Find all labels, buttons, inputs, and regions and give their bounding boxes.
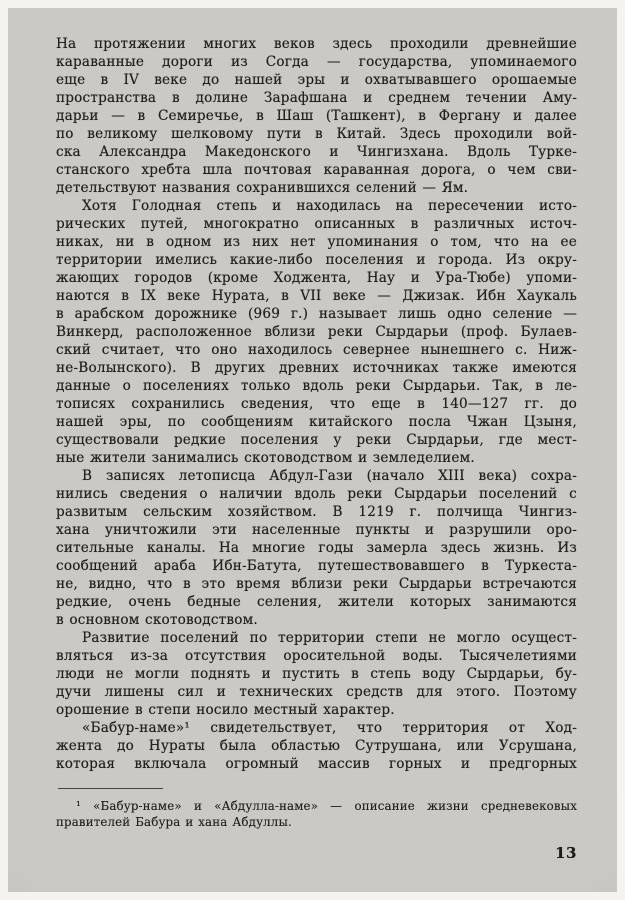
page-number: 13 bbox=[555, 844, 577, 862]
footnote-line: правителей Бабура и хана Абдуллы. bbox=[56, 815, 292, 829]
page-content bbox=[8, 8, 617, 862]
text-line: территории имелись какие-либо поселения и города. Из окру- bbox=[56, 252, 577, 268]
text-line: люди не могли поднять и пустить в степь воду Сырдарьи, бу- bbox=[56, 666, 577, 682]
text-line: станского хребта шла почтовая караванная дорога, о чем сви- bbox=[56, 162, 577, 178]
text-line: тописях сохранились сведения, что еще в 140—127 гг. до bbox=[56, 396, 577, 412]
text-line: «Бабур-наме»¹ свидетельствует, что территория от Ход- bbox=[82, 720, 577, 736]
text-line: орошение в степи носило местный характер. bbox=[56, 702, 395, 718]
text-line: На протяжении многих веков здесь проходили древнейшие bbox=[56, 36, 577, 52]
text-line: не, видно, что в это время вблизи реки Сырдарьи встречаются bbox=[56, 576, 577, 592]
paragraph bbox=[56, 467, 577, 629]
text-line: дарьи — в Семиречье, в Шаш (Ташкент), в Фергану и далее bbox=[56, 108, 577, 124]
paragraph bbox=[56, 629, 577, 719]
text-line: ные жители занимались скотоводством и земледелием. bbox=[56, 450, 475, 466]
text-line: в арабском дорожнике (969 г.) называет лишь одно селение — bbox=[56, 306, 577, 322]
text-line: вляться из-за отсутствия оросительной воды. Тысячелетиями bbox=[56, 648, 577, 664]
text-line: пространства в долине Зарафшана и среднем течении Аму- bbox=[56, 90, 577, 106]
text-line: нились сведения о наличии вдоль реки Сырдарьи поселений с bbox=[56, 486, 577, 502]
text-line: Винкерд, расположенное вблизи реки Сырдарьи (проф. Булаев- bbox=[56, 324, 577, 340]
text-line: рических путей, многократно описанных в различных источ- bbox=[56, 216, 577, 232]
text-line: В записях летописца Абдул-Гази (начало XIII века) сохра- bbox=[82, 468, 577, 484]
text-line: жающих городов (кроме Ходжента, Нау и Ура-Тюбе) упоми- bbox=[56, 270, 577, 286]
footnote-separator bbox=[58, 788, 163, 789]
text-line: наются в IX веке Нурата, в VII веке — Джизак. Ибн Хаукаль bbox=[56, 288, 577, 304]
footnote-line: ¹ «Бабур-наме» и «Абдулла-наме» — описание жизни средневековых bbox=[76, 799, 577, 813]
text-line: Развитие поселений по территории степи не могло осущест- bbox=[82, 630, 577, 646]
text-line: развитым сельским хозяйством. В 1219 г. полчища Чингиз- bbox=[56, 504, 577, 520]
main-text bbox=[56, 35, 577, 773]
text-line: никах, ни в одном из них нет упоминания о том, что на ее bbox=[56, 234, 577, 250]
text-line: детельствуют названия сохранившихся селений — Ям. bbox=[56, 180, 469, 196]
text-line: дучи лишены сил и технических средств для этого. Поэтому bbox=[56, 684, 577, 700]
text-line: Хотя Голодная степь и находилась на пересечении исто- bbox=[82, 198, 577, 214]
paragraph bbox=[56, 35, 577, 197]
text-line: хана уничтожили эти населенные пункты и разрушили оро- bbox=[56, 522, 577, 538]
text-line: караванные дороги из Согда — государства, упоминаемого bbox=[56, 54, 577, 70]
text-line: редкие, очень бедные селения, жители которых занимаются bbox=[56, 594, 577, 610]
text-line: сообщений араба Ибн-Батута, путешествовавшего в Туркеста- bbox=[56, 558, 577, 574]
text-line: данные о поселениях только вдоль реки Сырдарьи. Так, в ле- bbox=[56, 378, 577, 394]
text-line: нашей эры, по сообщениям китайского посла Чжан Цзыня, bbox=[56, 414, 577, 430]
text-line: жента до Нураты была областью Сутрушана, или Усрушана, bbox=[56, 738, 577, 754]
text-line: сительные каналы. На многие годы замерла здесь жизнь. Из bbox=[56, 540, 577, 556]
text-line: ска Александра Македонского и Чингизхана. Вдоль Турке- bbox=[56, 144, 577, 160]
paragraph bbox=[56, 197, 577, 467]
text-line: ский считает, что оно находилось севернее нынешнего с. Ниж- bbox=[56, 342, 577, 358]
text-line: не-Волынского). В других древних источниках также имеются bbox=[56, 360, 577, 376]
text-line: которая включала огромный массив горных и предгорных bbox=[56, 756, 577, 772]
paragraph bbox=[56, 719, 577, 773]
text-line: еще в IV веке до нашей эры и охватывавшего орошаемые bbox=[56, 72, 577, 88]
text-line: по великому шелковому пути в Китай. Здесь проходили вой- bbox=[56, 126, 577, 142]
footnote-text bbox=[56, 798, 577, 830]
text-line: существовали редкие поселения у реки Сырдарьи, где мест- bbox=[56, 432, 577, 448]
text-line: в основном скотоводством. bbox=[56, 612, 258, 628]
